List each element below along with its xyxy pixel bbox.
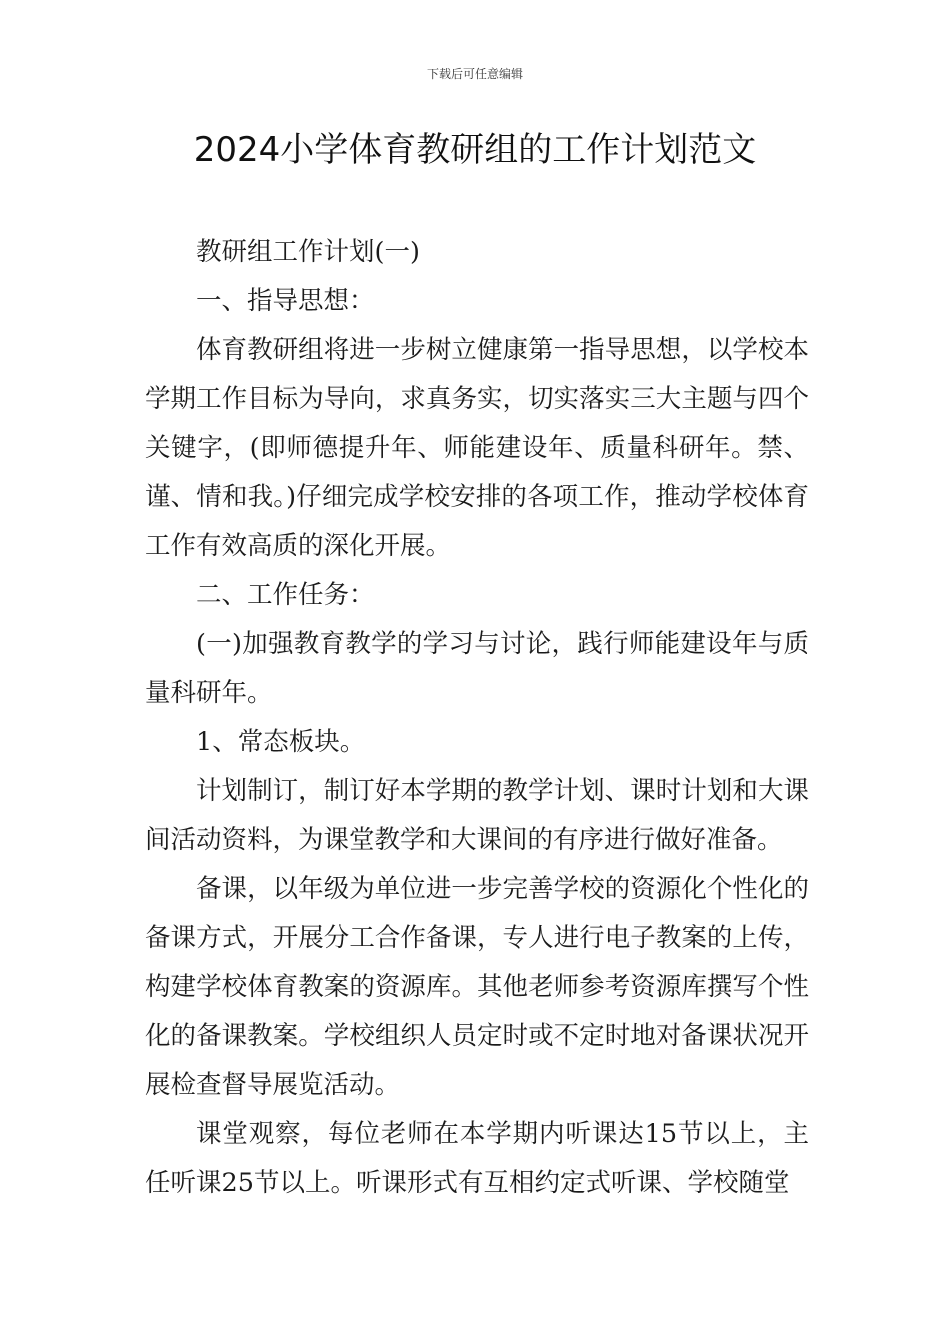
paragraph-lesson-preparation: 备课，以年级为单位进一步完善学校的资源化个性化的备课方式，开展分工合作备课，专人进行电子教案的上传，构建学校体育教案的资源库。其他老师参考资源库撰写个性化的备课教案。学校组织人员定时或不定时地对备课状况开展检查督导展览活动。 [145,874,809,1100]
section-heading-work-tasks: 二、工作任务： [196,580,375,610]
paragraph-strengthen-learning: (一)加强教育教学的学习与讨论，践行师能建设年与质量科研年。 [145,629,809,708]
section-heading-plan-one: 教研组工作计划(一) [196,237,420,267]
subheading-routine-section: 1、常态板块。 [196,727,366,757]
header-note: 下载后可任意编辑 [426,67,523,81]
paragraph-guiding-thought: 体育教研组将进一步树立健康第一指导思想，以学校本学期工作目标为导向，求真务实，切实落实三大主题与四个关键字，(即师德提升年、师能建设年、质量科研年。禁、谨、情和我。)仔细完成学校安排的各项工作，推动学校体育工作有效高质的深化开展。 [145,335,809,561]
paragraph-plan-making: 计划制订，制订好本学期的教学计划、课时计划和大课间活动资料，为课堂教学和大课间的有序进行做好准备。 [145,776,809,855]
paragraph-classroom-observation: 课堂观察，每位老师在本学期内听课达15节以上，主任听课25节以上。听课形式有互相约定式听课、学校随堂 [145,1119,809,1198]
document-title: 2024小学体育教研组的工作计划范文 [193,130,757,170]
section-heading-guiding-thought: 一、指导思想： [196,286,375,316]
document-body [145,228,809,1208]
